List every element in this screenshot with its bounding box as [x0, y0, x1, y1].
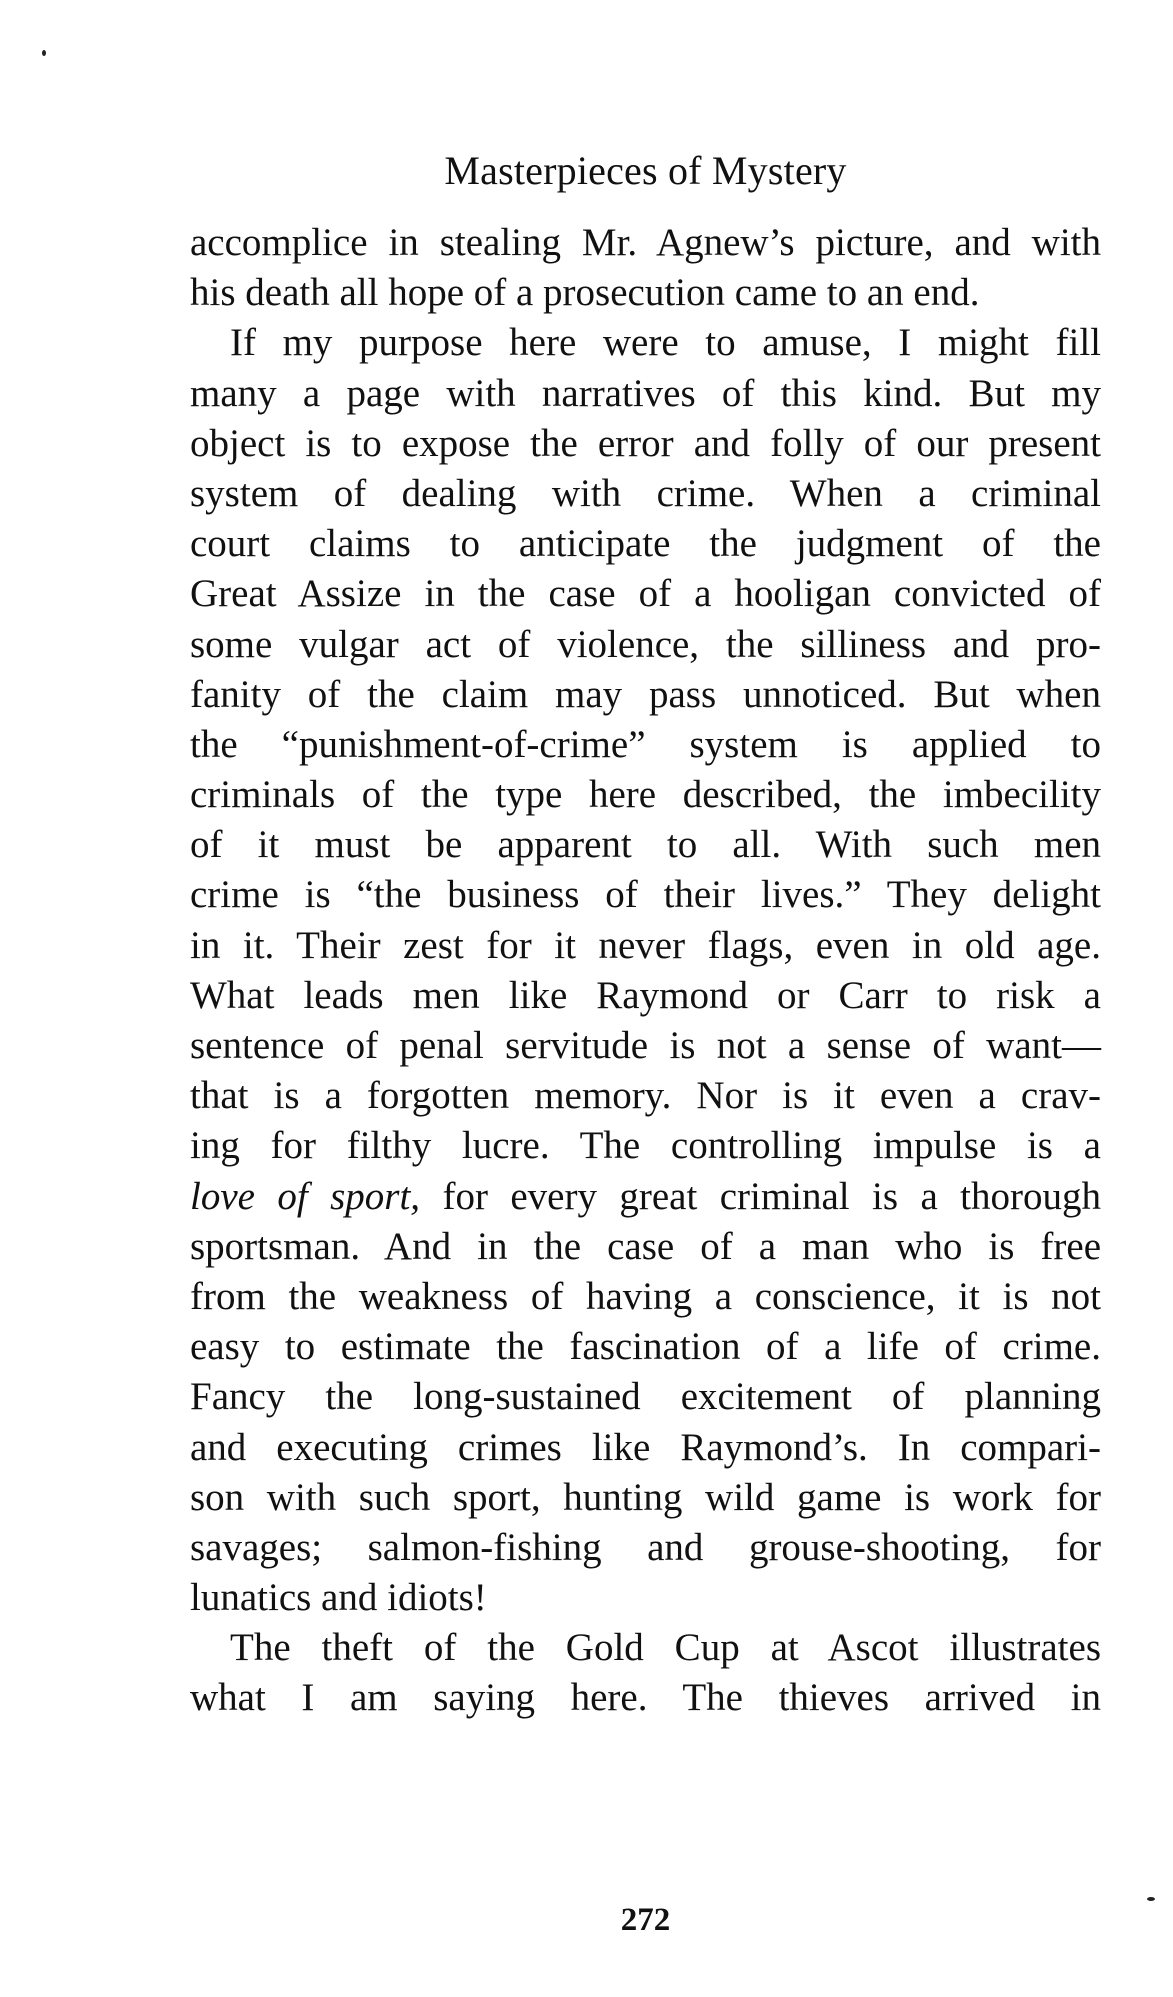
text-line: lunatics and idiots! — [190, 1576, 487, 1620]
text-line: that is a forgotten memory. Nor is it even a crav- — [190, 1074, 1101, 1118]
text-line: fanity of the claim may pass unnoticed. But when — [190, 672, 1101, 716]
text-line — [190, 1172, 1101, 1222]
running-title: Masterpieces of Mystery — [444, 148, 847, 193]
text-line: ing for filthy lucre. The controlling impulse is a — [190, 1124, 1101, 1168]
text-line: easy to estimate the fascination of a life of crime. — [190, 1325, 1101, 1369]
text-line: the “punishment-of-crime” system is applied to — [190, 722, 1101, 766]
text-line: savages; salmon-fishing and grouse-shooting, for — [190, 1525, 1101, 1569]
text-line: from the weakness of having a conscience, it is not — [190, 1274, 1101, 1318]
text-line: object is to expose the error and folly of our present — [190, 421, 1101, 465]
text-line: sentence of penal servitude is not a sense of want— — [190, 1024, 1101, 1067]
text-line: crime is “the business of their lives.” They delight — [190, 873, 1101, 917]
print-speck — [42, 50, 46, 56]
text-line: and executing crimes like Raymond’s. In compari- — [190, 1425, 1101, 1469]
text-line: his death all hope of a prosecution came to an end. — [190, 271, 980, 315]
paragraph-first-line: If my purpose here were to amuse, I might fill — [230, 321, 1101, 365]
text-line: Fancy the long-sustained excitement of planning — [190, 1375, 1101, 1419]
text-line-rest: for every great criminal is a thorough — [420, 1174, 1101, 1218]
body-text — [190, 218, 1101, 1724]
text-line: criminals of the type here described, the imbecility — [190, 773, 1101, 817]
text-line: many a page with narratives of this kind. But my — [190, 371, 1101, 415]
text-line: sportsman. And in the case of a man who is free — [190, 1224, 1101, 1268]
text-line: accomplice in stealing Mr. Agnew’s picture, and with — [190, 221, 1101, 264]
text-line: son with such sport, hunting wild game is work for — [190, 1475, 1101, 1519]
paragraph-first-line: The theft of the Gold Cup at Ascot illustrates — [230, 1626, 1101, 1670]
text-line: in it. Their zest for it never flags, even in old age. — [190, 923, 1101, 967]
italic-phrase: love of sport, — [190, 1174, 421, 1218]
text-line: court claims to anticipate the judgment of the — [190, 522, 1101, 566]
text-line: some vulgar act of violence, the silliness and pro- — [190, 622, 1101, 666]
print-speck — [1147, 1897, 1155, 1901]
text-line: Great Assize in the case of a hooligan convicted of — [190, 572, 1101, 616]
text-line: what I am saying here. The thieves arrived in — [190, 1676, 1101, 1720]
text-line: system of dealing with crime. When a criminal — [190, 471, 1101, 515]
text-line: of it must be apparent to all. With such men — [190, 823, 1101, 867]
page-number: 272 — [620, 1902, 671, 1938]
text-line: What leads men like Raymond or Carr to risk a — [190, 973, 1101, 1017]
